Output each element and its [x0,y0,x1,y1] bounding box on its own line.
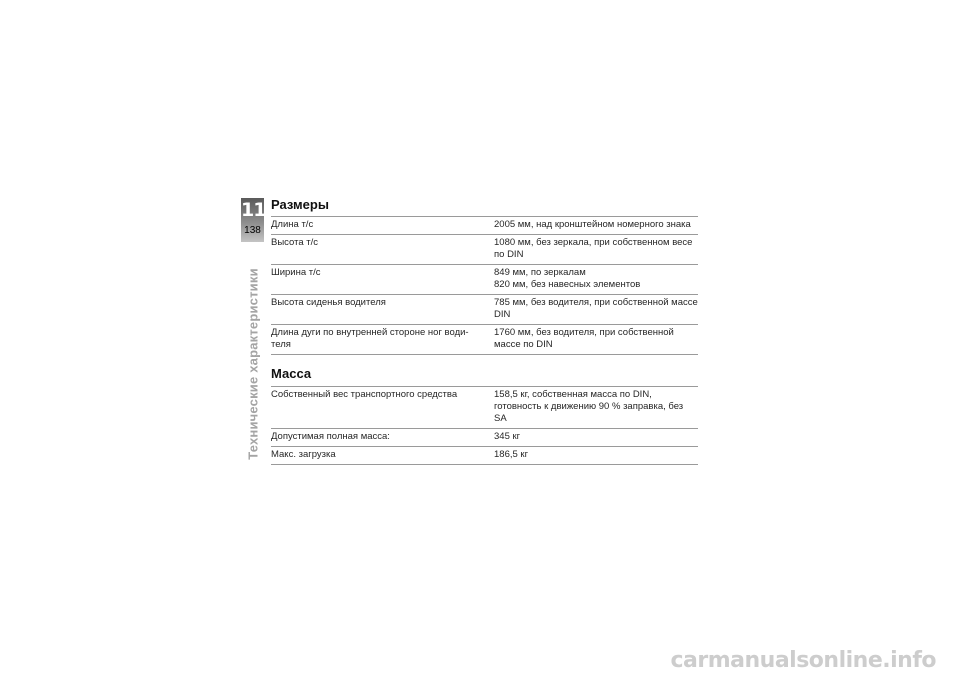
table-row [271,387,698,429]
row-value: 2005 мм, над кронштейном номерного знака [494,217,698,235]
row-value-line: 849 мм, по зеркалам [494,267,586,278]
table-row [271,265,698,295]
section-heading-dimensions: Размеры [271,197,329,212]
table-row [271,429,698,447]
chapter-title: Технические характеристики [245,268,260,460]
row-value: 345 кг [494,429,698,447]
row-label: Длина т/с [271,217,494,235]
row-value [494,265,698,295]
page-content [271,197,698,465]
row-value-line: 820 мм, без навесных элементов [494,279,641,290]
row-value: 1760 мм, без водителя, при собственной массе по DIN [494,325,698,355]
table-row [271,235,698,265]
dimensions-table [271,216,698,355]
section-heading-mass: Масса [271,366,312,381]
chapter-tab [241,198,264,242]
page-number: 138 [244,225,261,236]
row-label: Ширина т/с [271,265,494,295]
row-label: Высота сиденья водителя [271,295,494,325]
watermark: carmanualsonline.info [670,648,936,673]
table-row [271,447,698,465]
row-value: 785 мм, без водителя, при собственной массе DIN [494,295,698,325]
table-row [271,217,698,235]
row-value: 158,5 кг, собственная масса по DIN, готовность к движению 90 % заправка, без SA [494,387,698,429]
chapter-side-title [241,268,264,460]
row-value: 186,5 кг [494,447,698,465]
table-row [271,325,698,355]
row-label: Длина дуги по внутренней стороне ног води-теля [271,325,494,355]
row-label: Допустимая полная масса: [271,429,494,447]
row-label: Собственный вес транспортного средства [271,387,494,429]
row-label: Высота т/с [271,235,494,265]
row-label: Макс. загрузка [271,447,494,465]
row-value: 1080 мм, без зеркала, при собственном весе по DIN [494,235,698,265]
table-row [271,295,698,325]
chapter-number: 11 [241,199,266,221]
mass-table [271,386,698,465]
